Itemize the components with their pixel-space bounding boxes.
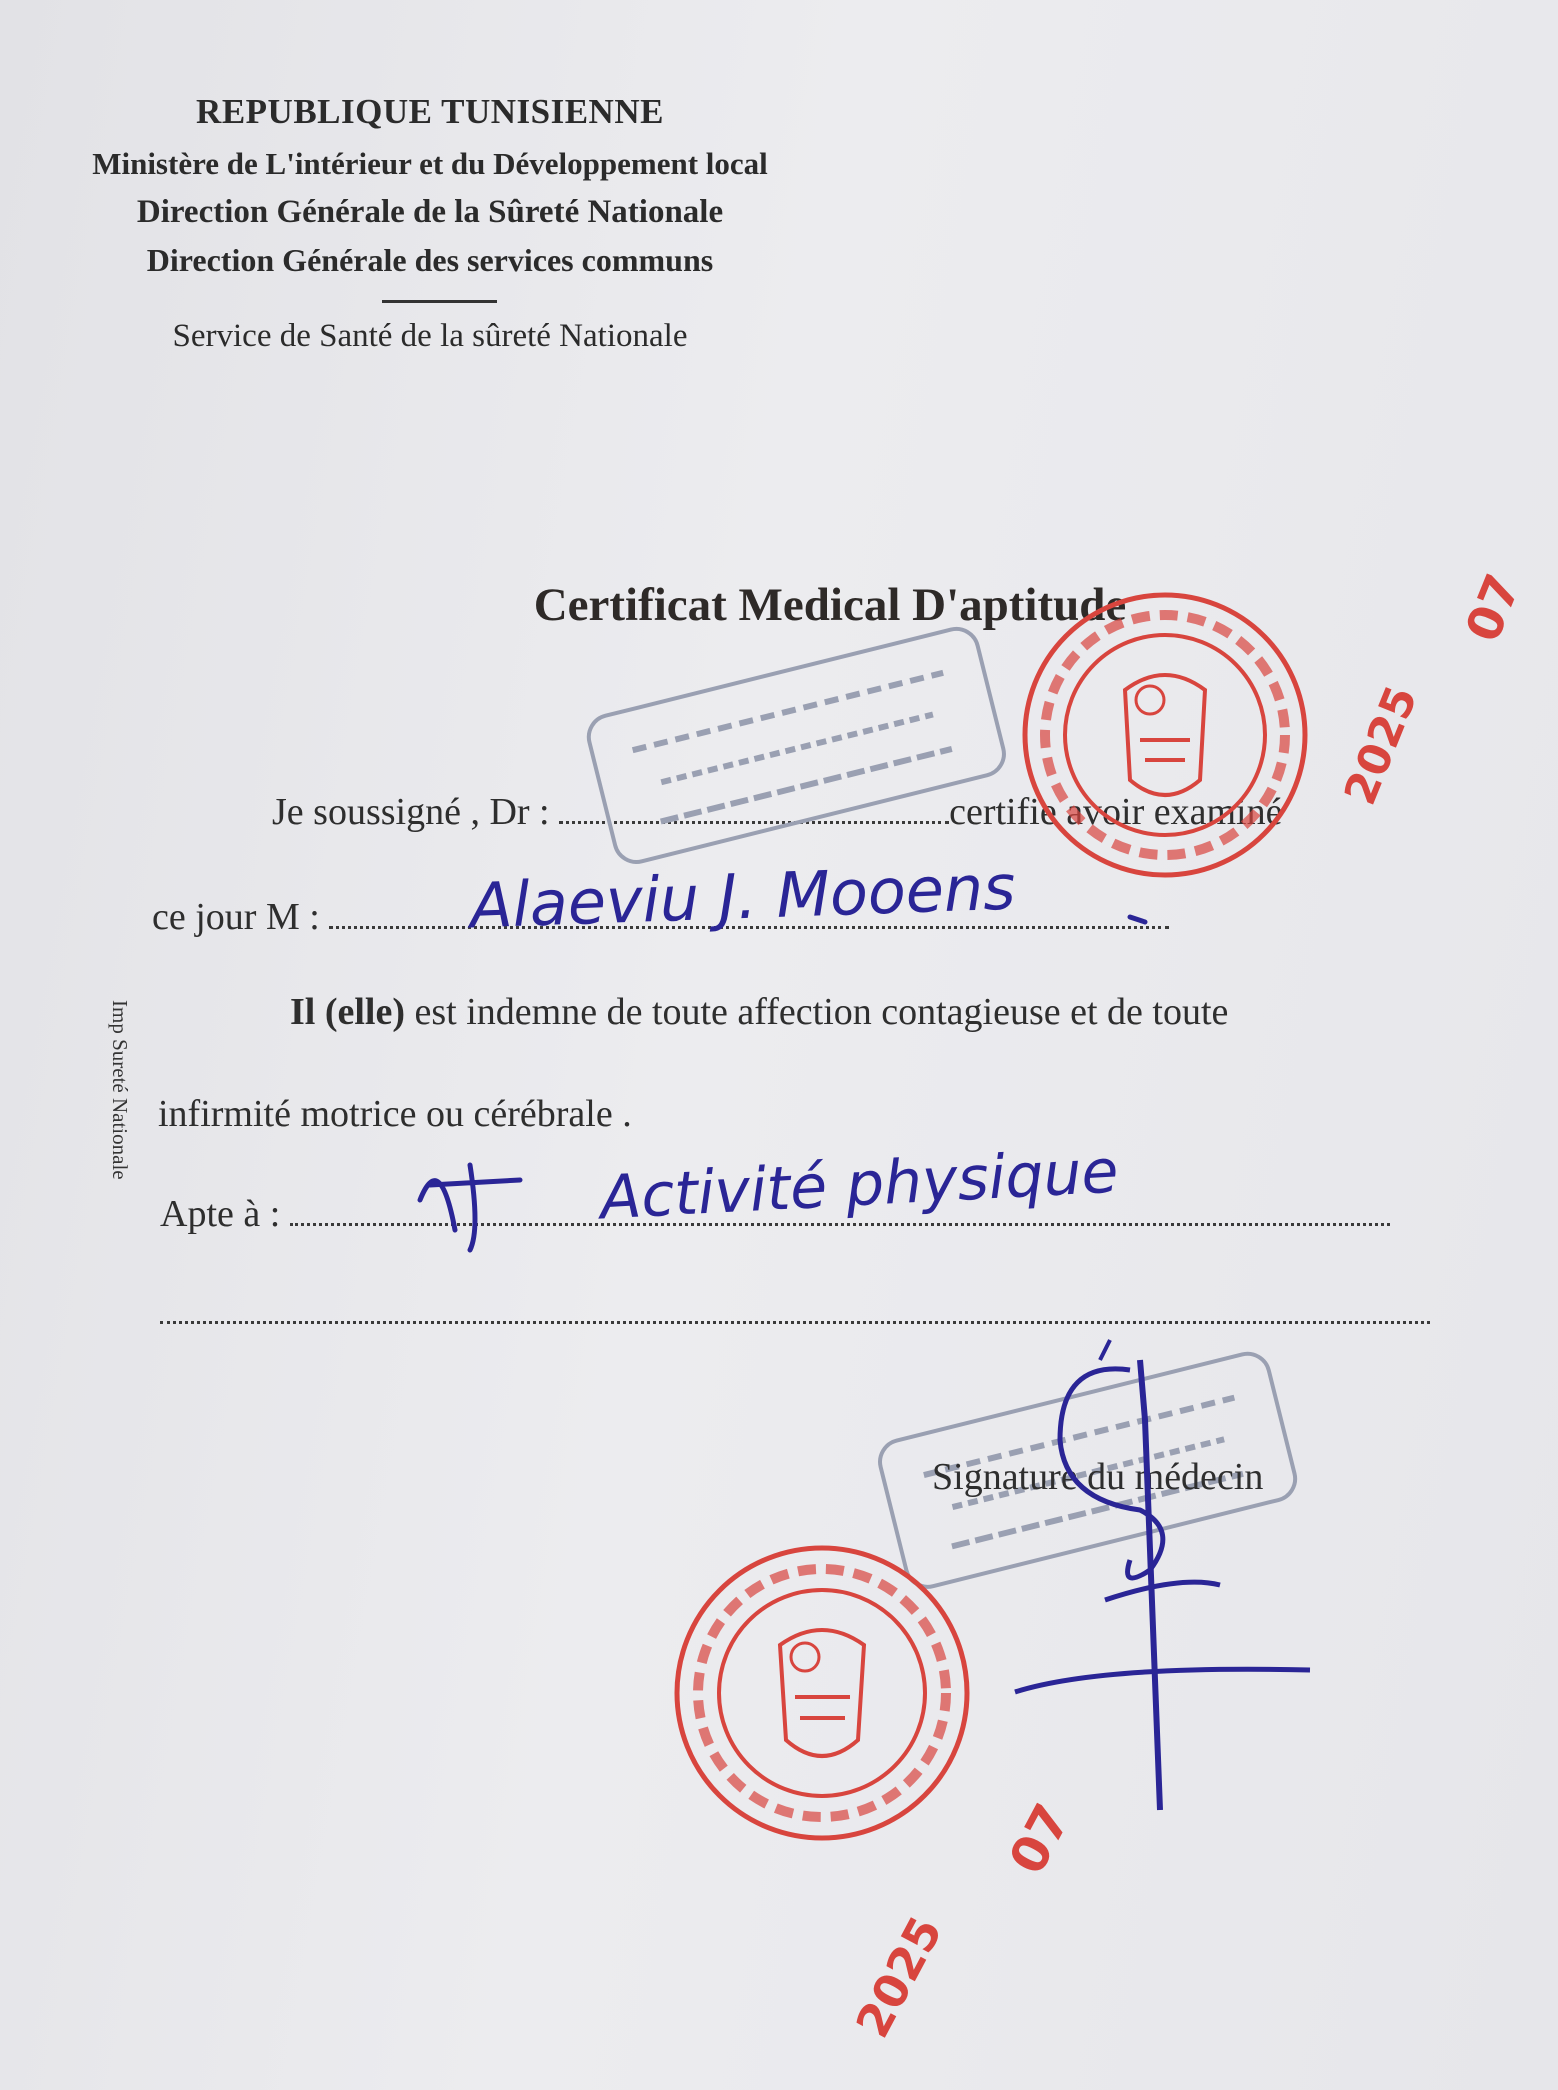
doctor-label: Je soussigné , Dr : [272, 791, 550, 833]
signature-label: Signature du médecin [932, 1456, 1264, 1498]
certify-text: certifie avoir examiné [949, 791, 1283, 833]
handwritten-prefix-mark [420, 1165, 520, 1250]
patient-label: ce jour M : [152, 896, 320, 938]
date-stamp-bottom-day: 07 [997, 1794, 1082, 1884]
ministry-heading: Ministère de L'intérieur et du Développement local [92, 146, 768, 181]
health-statement-text: est indemne de toute affection contagieuse et de toute [414, 991, 1229, 1033]
date-stamp-top-day: 07 [1454, 566, 1532, 650]
il-elle-text: Il (elle) [290, 991, 406, 1033]
doctor-signature [1015, 1340, 1310, 1810]
date-stamp-bottom-year: 2025 [845, 1907, 953, 2047]
handwritten-dot-mark [1130, 917, 1145, 922]
republic-heading: REPUBLIQUE TUNISIENNE [196, 92, 664, 131]
certificate-title: Certificat Medical D'aptitude [533, 579, 1127, 631]
printer-side-text: Imp Sureté Nationale [108, 1000, 132, 1180]
handwritten-aptitude: Activité physique [598, 1136, 1120, 1234]
direction-surete-heading: Direction Générale de la Sûreté Nationale [136, 194, 724, 230]
infirmity-line: infirmité motrice ou cérébrale . [158, 1093, 632, 1135]
aptitude-label: Apte à : [160, 1193, 281, 1235]
handwritten-patient-name: Alaeviu J. Mooens [468, 850, 1017, 943]
service-heading: Service de Santé de la sûreté Nationale [172, 318, 688, 354]
date-stamp-top-year: 2025 [1334, 679, 1428, 812]
direction-services-heading: Direction Générale des services communs [146, 242, 714, 278]
